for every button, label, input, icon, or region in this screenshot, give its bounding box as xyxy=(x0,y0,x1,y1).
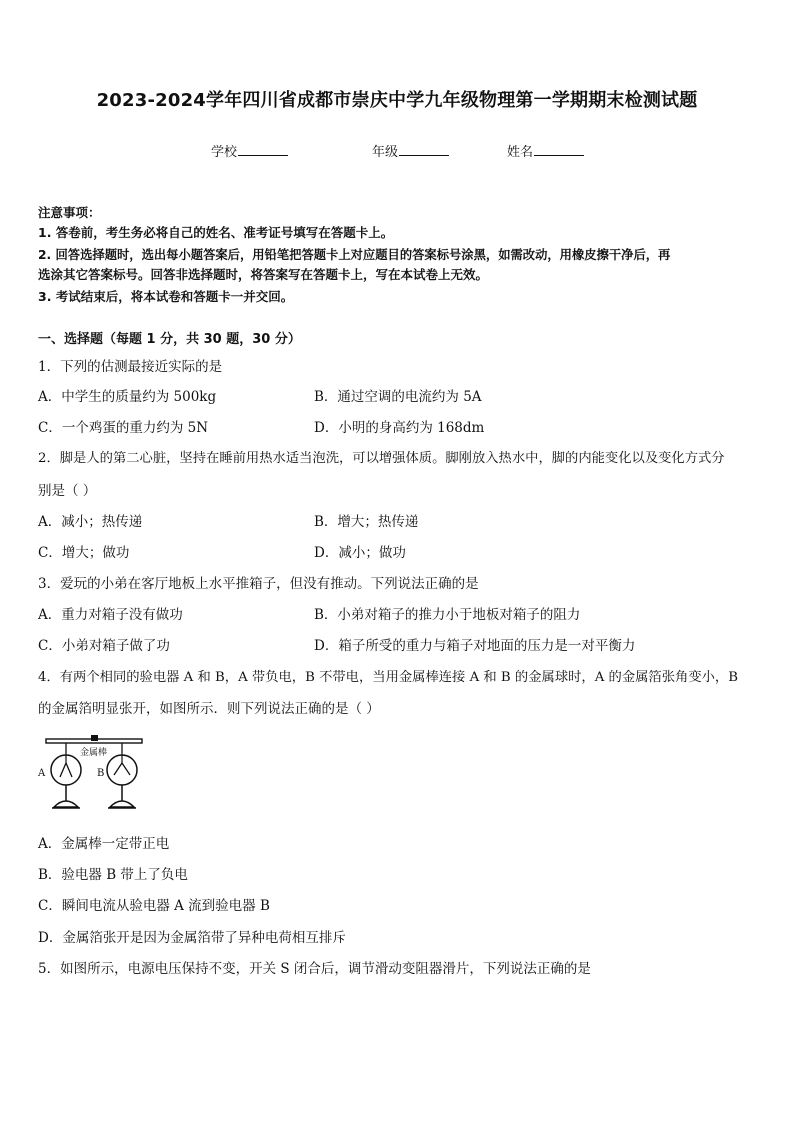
school-blank xyxy=(238,143,288,156)
name-blank xyxy=(534,143,584,156)
q5-stem: 5．如图所示，电源电压保持不变，开关 S 闭合后，调节滑动变阻器滑片，下列说法正确的是 xyxy=(38,961,591,977)
q3-stem: 3．爱玩的小弟在客厅地板上水平推箱子，但没有推动。下列说法正确的是 xyxy=(38,576,479,592)
q4-stem-line-2: 的金属箔明显张开，如图所示．则下列说法正确的是（ ） xyxy=(38,701,380,717)
section-heading: 一、选择题（每题 1 分，共 30 题，30 分） xyxy=(38,332,301,347)
grade-field xyxy=(372,141,449,160)
q3-option-a: A．重力对箱子没有做功 xyxy=(38,607,183,623)
q1-option-a: A．中学生的质量约为 500kg xyxy=(38,389,217,405)
notice-item-2-line-1: 2. 回答选择题时，选出每小题答案后，用铅笔把答题卡上对应题目的答案标号涂黑，如需改动，用橡皮擦干净后，再 xyxy=(38,248,671,262)
q1-option-b: B．通过空调的电流约为 5A xyxy=(314,389,482,405)
rod-label: 金属棒 xyxy=(80,748,108,758)
q3-option-b: B．小弟对箱子的推力小于地板对箱子的阻力 xyxy=(314,607,581,623)
q3-option-d: D．箱子所受的重力与箱子对地面的压力是一对平衡力 xyxy=(314,638,636,654)
q1-stem: 1．下列的估测最接近实际的是 xyxy=(38,359,223,375)
school-label: 学校 xyxy=(211,145,238,160)
q4-option-b: B．验电器 B 带上了负电 xyxy=(38,867,188,883)
notice-item-1: 1. 答卷前，考生务必将自己的姓名、准考证号填写在答题卡上。 xyxy=(38,225,394,240)
q4-option-a: A．金属棒一定带正电 xyxy=(38,836,170,852)
notice-heading: 注意事项： xyxy=(38,205,101,220)
name-label: 姓名 xyxy=(507,145,534,160)
q1-option-c: C．一个鸡蛋的重力约为 5N xyxy=(38,420,209,436)
q2-option-d: D．减小；做功 xyxy=(314,545,406,561)
electroscope-figure xyxy=(36,733,148,813)
notice-item-2-line-2: 选涂其它答案标号。回答非选择题时，将答案写在答题卡上，写在本试卷上无效。 xyxy=(38,267,489,282)
name-field xyxy=(507,141,584,160)
foil-b xyxy=(114,763,130,775)
q2-option-b: B．增大；热传递 xyxy=(314,514,419,530)
school-field xyxy=(211,141,288,160)
label-b: B xyxy=(97,768,105,779)
rod-handle xyxy=(91,735,98,741)
q2-stem-line-1: 2．脚是人的第二心脏，坚持在睡前用热水适当泡洗，可以增强体质。脚刚放入热水中，脚的内能变化以及变化方式分 xyxy=(38,451,725,466)
q2-stem-line-2: 别是（ ） xyxy=(38,483,97,499)
q2-option-a: A．减小；热传递 xyxy=(38,514,143,530)
q2-option-c: C．增大；做功 xyxy=(38,545,130,561)
grade-blank xyxy=(399,143,449,156)
q4-option-d: D．金属箔张开是因为金属箔带了异种电荷相互排斥 xyxy=(38,930,346,946)
notice-item-3: 3. 考试结束后，将本试卷和答题卡一并交回。 xyxy=(38,289,294,304)
foil-a xyxy=(60,763,72,777)
label-a: A xyxy=(38,768,46,779)
q4-stem-line-1: 4．有两个相同的验电器 A 和 B，A 带负电，B 不带电，当用金属棒连接 A 和 B 的金属球时，A 的金属箔张角变小，B xyxy=(38,670,738,685)
q4-option-c: C．瞬间电流从验电器 A 流到验电器 B xyxy=(38,898,270,914)
q3-option-c: C．小弟对箱子做了功 xyxy=(38,638,170,654)
q1-option-d: D．小明的身高约为 168dm xyxy=(314,420,485,436)
grade-label: 年级 xyxy=(372,145,399,160)
page-title: 2023-2024学年四川省成都市崇庆中学九年级物理第一学期期末检测试题 xyxy=(96,90,698,111)
